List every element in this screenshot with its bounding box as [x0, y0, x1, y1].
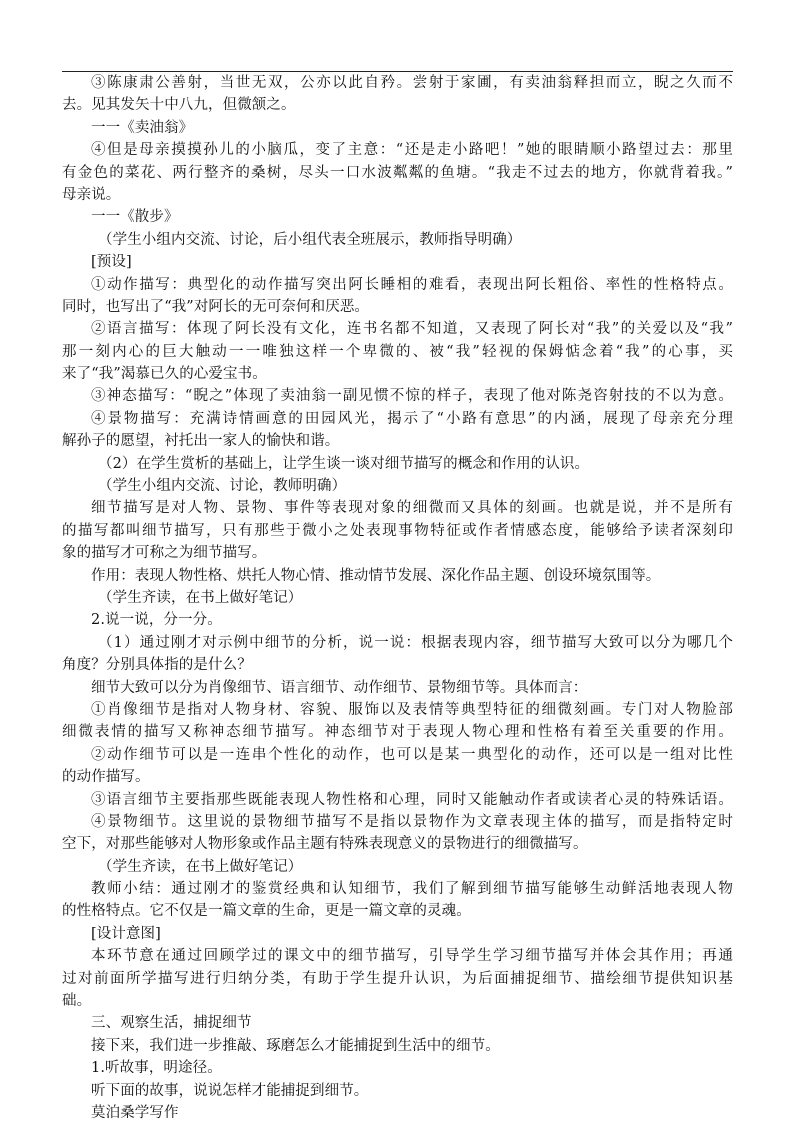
text-line: 角度？分别具体指的是什么？	[62, 657, 252, 674]
text-line: （学生齐读，在书上做好笔记）	[98, 589, 303, 606]
text-line: 来了“我”渴慕已久的心爱宝书。	[62, 366, 267, 383]
text-line: 教师小结：通过刚才的鉴赏经典和认知细节，我们了解到细节描写能够生动鲜活地表现人物	[91, 881, 733, 898]
text-line: （1）通过刚才对示例中细节的分析，说一说：根据表现内容，细节描写大致可以分为哪几个	[98, 634, 733, 651]
text-line: ②语言描写：体现了阿长没有文化，连书名都不知道，又表现了阿长对“我”的关爱以及“我”	[91, 321, 733, 338]
text-line: 三、观察生活，捕捉细节	[91, 1015, 252, 1032]
text-line: 作用：表现人物性格、烘托人物心情、推动情节发展、深化作品主题、创设环境氛围等。	[91, 567, 661, 584]
text-line: （学生齐读，在书上做好笔记）	[98, 858, 303, 875]
text-line: 一一《卖油翁》	[91, 119, 194, 136]
text-line: 莫泊桑学写作	[91, 1104, 179, 1121]
text-line: 一一《散步》	[91, 209, 179, 226]
text-line: 母亲说。	[62, 186, 121, 203]
text-line: 细微表情的描写又称神态细节描写。神态细节对于表现人物心理和性格有着至关重要的作用。	[62, 724, 733, 741]
text-line: ①动作描写：典型化的动作描写突出阿长睡相的难看，表现出阿长粗俗、率性的性格特点。	[91, 276, 733, 293]
text-line: 有金色的菜花、两行整齐的桑树，尽头一口水波粼粼的鱼塘。“我走不过去的地方，你就背着我。”	[62, 164, 733, 181]
text-line: 过对前面所学描写进行归纳分类，有助于学生提升认识，为后面捕捉细节、描绘细节提供知识基	[62, 970, 733, 987]
text-line: 的性格特点。它不仅是一篇文章的生命，更是一篇文章的灵魂。	[62, 903, 471, 920]
text-line: 去。见其发矢十中八九，但微颔之。	[62, 97, 296, 114]
text-line: 空下，对那些能够对人物形象或作品主题有特殊表现意义的景物进行的细微描写。	[62, 836, 588, 853]
text-line: （学生小组内交流、讨论，教师明确）	[98, 478, 347, 495]
text-line: ③语言细节主要指那些既能表现人物性格和心理，同时又能触动作者或读者心灵的特殊话语。	[91, 791, 733, 808]
text-line: ④但是母亲摸摸孙儿的小脑瓜，变了主意：“还是走小路吧！”她的眼睛顺小路望过去：那里	[91, 142, 733, 159]
text-line: ②动作细节可以是一连串个性化的动作，也可以是某一典型化的动作，还可以是一组对比性	[91, 746, 733, 763]
text-line: 接下来，我们进一步推敲、琢磨怎么才能捕捉到生活中的细节。	[91, 1037, 500, 1054]
text-line: 那一刻内心的巨大触动一一唯独这样一个卑微的、被“我”轻视的保姆惦念着“我”的心事，买	[62, 343, 733, 360]
text-line: ④景物细节。这里说的景物细节描写不是指以景物作为文章表现主体的描写，而是指特定时	[91, 813, 733, 830]
text-line: 本环节意在通过回顾学过的课文中的细节描写，引导学生学习细节描写并体会其作用；再通	[91, 948, 733, 965]
text-line: 1.听故事，明途径。	[91, 1060, 222, 1077]
text-line: 细节大致可以分为肖像细节、语言细节、动作细节、景物细节等。具体而言：	[91, 679, 588, 696]
text-line: （2）在学生赏析的基础上，让学生谈一谈对细节描写的概念和作用的认识。	[98, 455, 590, 472]
text-line: 同时，也写出了“我”对阿长的无可奈何和厌恶。	[62, 298, 370, 315]
text-line: 细节描写是对人物、景物、事件等表现对象的细微而又具体的刻画。也就是说，并不是所有	[91, 500, 733, 517]
text-line: （学生小组内交流、讨论，后小组代表全班展示，教师指导明确）	[98, 231, 522, 248]
text-line: 象的描写才可称之为细节描写。	[62, 545, 267, 562]
text-line: [设计意图]	[91, 925, 161, 942]
text-line: 解孙子的愿望，衬托出一家人的愉快和谐。	[62, 433, 340, 450]
text-line: 的描写都叫细节描写，只有那些于微小之处表现事物特征或作者情感态度，能够给予读者深刻印	[62, 522, 733, 539]
text-line: [预设]	[91, 254, 132, 271]
text-line: 2.说一说，分一分。	[91, 612, 222, 629]
text-line: 听下面的故事，说说怎样才能捕捉到细节。	[91, 1082, 369, 1099]
text-line: ④景物描写：充满诗情画意的田园风光，揭示了“小路有意思”的内涵，展现了母亲充分理	[91, 410, 733, 427]
document-body	[62, 72, 733, 1124]
text-line: ①肖像细节是指对人物身材、容貌、服饰以及表情等典型特征的细微刻画。专门对人物脸部	[91, 701, 733, 718]
text-line: 础。	[62, 993, 92, 1010]
text-line: 的动作描写。	[62, 769, 150, 786]
text-line: ③陈康肃公善射，当世无双，公亦以此自矜。尝射于家圃，有卖油翁释担而立，睨之久而不	[91, 75, 733, 91]
text-line: ③神态描写：“睨之”体现了卖油翁一副见惯不惊的样子，表现了他对陈尧咨射技的不以为意。	[91, 388, 733, 405]
